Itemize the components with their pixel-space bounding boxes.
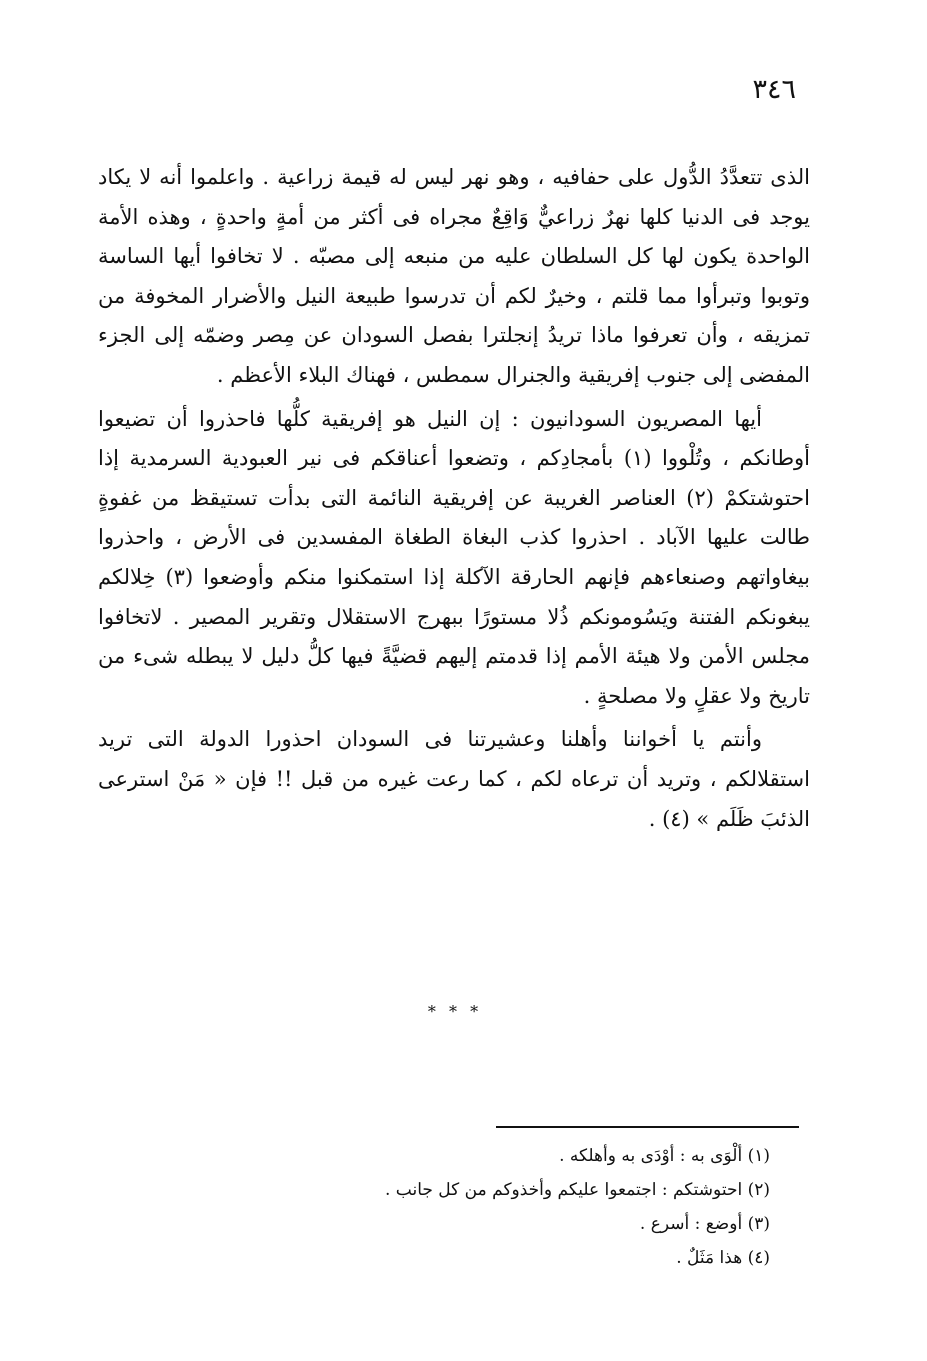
footnote: (٣) أوضع : أسرع . xyxy=(639,1214,770,1234)
footnote: (٤) هذا مَثَلٌ . xyxy=(676,1248,770,1268)
section-separator: * * * xyxy=(427,1002,483,1021)
footnote-divider xyxy=(496,1126,799,1128)
footnote: (١) ألْوَى به : أوْدَى به وأهلكه . xyxy=(559,1146,770,1166)
footnotes xyxy=(300,1139,770,1275)
page-number: ٣٤٦ xyxy=(752,74,796,105)
paragraph: الذى تتعدَّدُ الدُّول على حفافيه ، وهو نهر ليس له قيمة زراعية . واعلموا أنه لا يكاد يوجد فى الدنيا كلها نهرٌ زراعيٌّ وَاقِعٌ مجراه فى أكثر من أمةٍ واحدةٍ ، وهذه الأمة الواحدة يكون لها كل السلطان عليه من منبعه إلى مصبّه . لا تخافوا أيها الساسة وتوبوا وتبرأوا مما قلتم ، وخيرٌ لكم أن تدرسوا طبيعة النيل والأضرار المخوفة من تمزيقه ، وأن تعرفوا ماذا تريدُ إنجلترا بفصل السودان عن مِصر وضمّه إلى الجزء المفضى إلى جنوب إفريقية والجنرال سمطس ، فهناك البلاء الأعظم . xyxy=(98,165,810,387)
footnote: (٢) احتوشتكم : اجتمعوا عليكم وأخذوكم من كل جانب . xyxy=(384,1180,770,1200)
paragraph: أيها المصريون السودانيون : إن النيل هو إفريقية كلُّها فاحذروا أن تضيعوا أوطانكم ، وتُلْووا (١) بأمجادِكم ، وتضعوا أعناقكم فى نير العبودية السرمدية إذا احتوشتكمْ (٢) العناصر الغريبة عن إفريقية النائمة التى بدأت تستيقظ من غفوةٍ طالت عليها الآباد . احذروا كذب البغاة الطغاة المفسدين فى الأرض ، واحذروا بيغاواتهم وصنعاءهم فإنهم الحارقة الآكلة إذا استمكنوا منكم وأوضعوا (٣) خِلالكم يبغونكم الفتنة ويَسُومونكم ذُلا مستورًا ببهرج الاستقلال وتقرير المصير . لاتخافوا مجلس الأمن ولا هيئة الأمم إذا قدمتم إليهم قضيَّةً فيها كلُّ دليل لا يبطله شىء من تاريخ ولا عقلٍ ولا مصلحةٍ . xyxy=(98,406,811,708)
paragraph: وأنتم يا أخواننا وأهلنا وعشيرتنا فى السودان احذورا الدولة التى تريد استقلالكم ، وتريد أن ترعاه لكم ، كما رعت غيره من قبل !! فإن « مَنْ استرعى الذئبَ ظَلَم » (٤) . xyxy=(98,727,810,831)
main-text xyxy=(98,158,810,839)
